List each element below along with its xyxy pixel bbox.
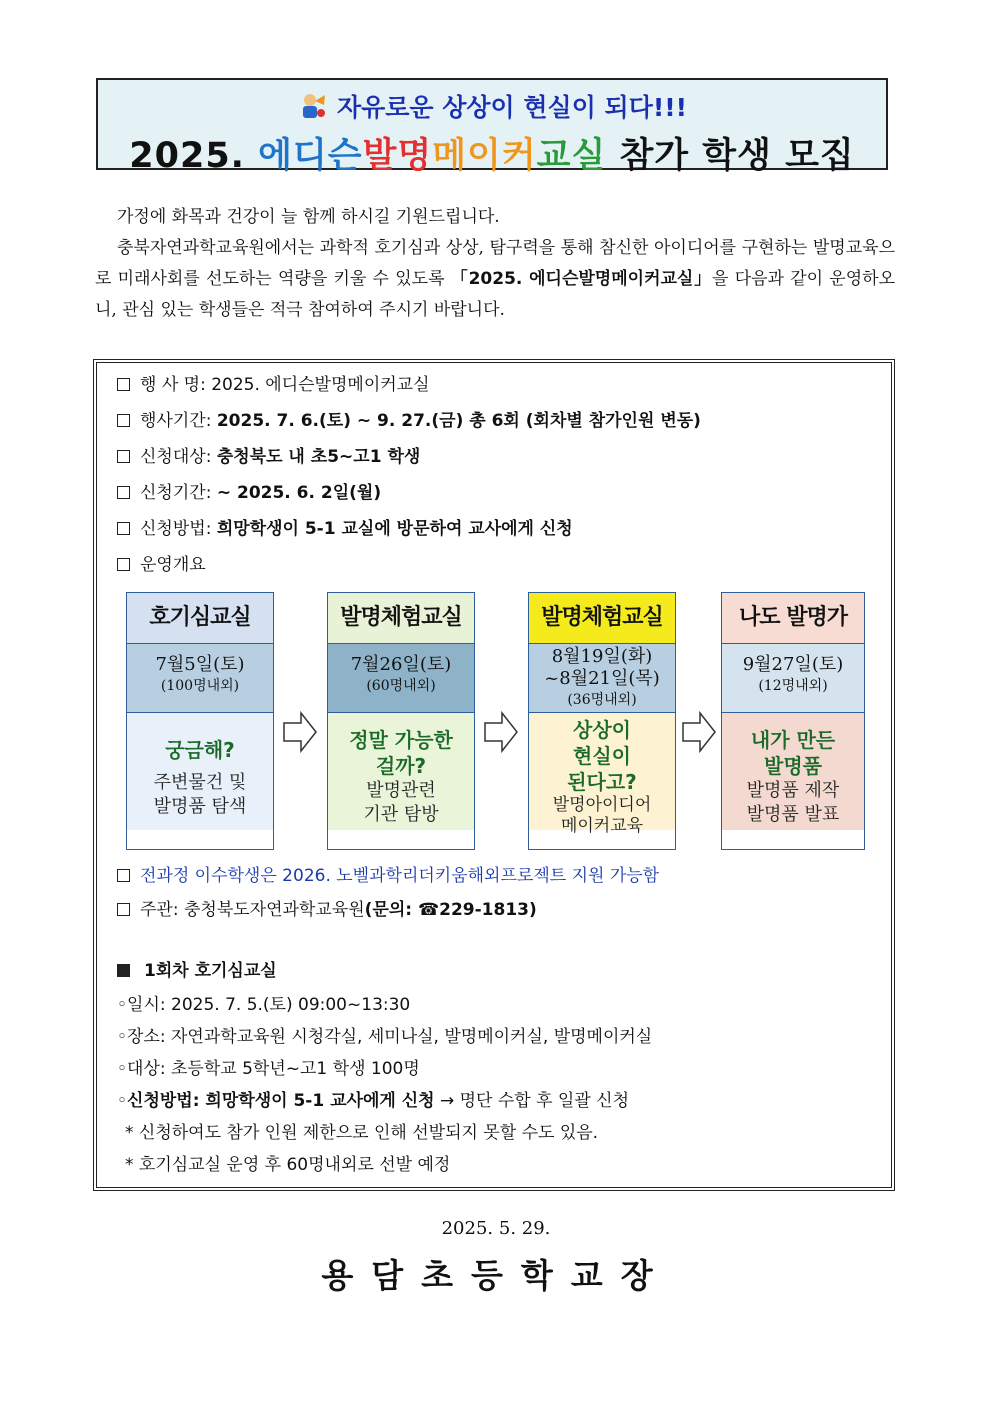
stage-sub: 발명아이디어 xyxy=(552,795,652,815)
stage-card-4 xyxy=(721,592,865,850)
session-note-2: * 호기심교실 운영 후 60명내외로 선발 예정 xyxy=(125,1155,451,1175)
checkbox-icon xyxy=(117,486,130,499)
stage-headline: 궁금해? xyxy=(165,738,235,762)
info-value: 희망학생이 5-1 교실에 방문하여 교사에게 신청 xyxy=(216,519,573,539)
inventor-icon xyxy=(297,91,327,121)
intro-body-c: 을 다음과 같이 운영하오니, 관심 있는 학생들은 적극 참여하여 주시기 바랍니다. xyxy=(95,269,895,320)
host-contact: (문의: ☎229-1813) xyxy=(364,900,537,920)
support-note-text: 전과정 이수학생은 2026. 노벨과학리더키움해외프로젝트 지원 가능함 xyxy=(140,866,660,886)
stage-desc xyxy=(529,713,675,836)
info-row-overview xyxy=(117,553,206,577)
circle-bullet-icon: ◦ xyxy=(117,995,128,1015)
title-year: 2025. xyxy=(129,136,245,176)
stage-sub2: 발명품 발표 xyxy=(746,804,840,825)
session-title-text: 1회차 호기심교실 xyxy=(144,961,277,981)
circle-bullet-icon: ◦ xyxy=(117,1091,128,1111)
session-target xyxy=(117,1057,420,1081)
arrow-right-icon xyxy=(682,711,716,753)
title-part-invention: 발명 xyxy=(362,136,433,176)
stage-headline: 내가 만든 xyxy=(750,728,836,752)
stage-date-text: 8월19일(화) xyxy=(551,646,653,667)
signature: 용담초등학교장 xyxy=(321,1256,671,1295)
checkbox-icon xyxy=(117,378,130,391)
checkbox-icon xyxy=(117,558,130,571)
page-title xyxy=(98,128,886,178)
stage-date xyxy=(127,644,273,713)
intro-greeting: 가정에 화목과 건강이 늘 함께 하시길 기원드립니다. xyxy=(117,207,500,227)
stage-sub2: 메이커교육 xyxy=(560,816,644,836)
stage-desc xyxy=(328,713,474,830)
info-label: 행 사 명: xyxy=(140,375,212,395)
session-place-text: 장소: 자연과학교육원 시청각실, 세미나실, 발명메이커실, 발명메이커실 xyxy=(127,1027,653,1047)
stage-title: 나도 발명가 xyxy=(722,593,864,644)
checkbox-icon xyxy=(117,903,130,916)
host-note xyxy=(117,898,537,922)
stage-sub: 발명품 제작 xyxy=(746,780,840,801)
stage-date xyxy=(328,644,474,713)
intro-program-name: 「2025. 에디슨발명메이커교실」 xyxy=(450,269,713,289)
stage-sub: 주변물건 및 xyxy=(153,772,247,793)
checkbox-icon xyxy=(117,869,130,882)
stage-capacity: (100명내외) xyxy=(160,678,240,694)
info-label: 신청기간: xyxy=(140,483,217,503)
stage-headline: 정말 가능한 xyxy=(349,728,453,752)
stage-capacity: (36명내외) xyxy=(567,692,637,708)
circle-bullet-icon: ◦ xyxy=(117,1059,128,1079)
stage-title: 발명체험교실 xyxy=(529,593,675,644)
info-value: 2025. 에디슨발명메이커교실 xyxy=(211,375,430,395)
info-row-period xyxy=(117,409,701,433)
session-title xyxy=(117,959,277,983)
info-box xyxy=(96,362,892,1188)
stage-date xyxy=(529,644,675,713)
stage-desc xyxy=(722,713,864,830)
checkbox-icon xyxy=(117,414,130,427)
slogan-text: 자유로운 상상이 현실이 되다!!! xyxy=(336,93,688,122)
intro-text xyxy=(95,202,895,326)
stage-date-text: 7월26일(토) xyxy=(350,654,452,675)
stage-headline-3: 된다고? xyxy=(567,770,637,794)
info-row-event-name xyxy=(117,373,430,397)
stage-headline-2: 현실이 xyxy=(573,744,631,768)
info-row-apply-period xyxy=(117,481,381,505)
stage-title: 호기심교실 xyxy=(127,593,273,644)
stage-card-2 xyxy=(327,592,475,850)
circle-bullet-icon: ◦ xyxy=(117,1027,128,1047)
session-time-text: 일시: 2025. 7. 5.(토) 09:00~13:30 xyxy=(127,995,411,1015)
info-label: 신청방법: xyxy=(140,519,217,539)
stage-date-text: 9월27일(토) xyxy=(742,654,844,675)
intro-body xyxy=(95,233,895,326)
checkbox-icon xyxy=(117,522,130,535)
square-bullet-icon xyxy=(117,964,130,977)
stage-date-text: 7월5일(토) xyxy=(155,654,245,675)
title-part-edison: 에디슨 xyxy=(258,136,363,176)
arrow-right-icon xyxy=(283,711,317,753)
stage-desc xyxy=(127,713,273,830)
session-method-rest: → 명단 수합 후 일괄 신청 xyxy=(434,1091,630,1111)
stage-headline-2: 발명품 xyxy=(764,754,822,778)
session-note-1: * 신청하여도 참가 인원 제한으로 인해 선발되지 못할 수도 있음. xyxy=(125,1123,599,1143)
stage-sub: 발명관련 xyxy=(366,780,436,801)
support-note xyxy=(117,864,659,888)
session-place xyxy=(117,1025,652,1049)
stage-headline-2: 걸까? xyxy=(375,754,427,778)
intro-body-a: 충북자연과학교육원에서는 과학적 호기심과 상상, 탐구력을 통해 참신한 아이디어를 구현하는 발명교육으로 미래사회를 선도하는 역량을 키울 수 있도록 xyxy=(95,238,895,289)
title-part-class: 교실 xyxy=(536,136,607,176)
session-target-text: 대상: 초등학교 5학년~고1 학생 100명 xyxy=(127,1059,420,1079)
stage-sub2: 기관 탐방 xyxy=(363,804,439,825)
title-part-maker: 메이커 xyxy=(432,136,537,176)
info-value: 충청북도 내 초5~고1 학생 xyxy=(216,447,421,467)
title-tail: 참가 학생 모집 xyxy=(619,136,855,176)
info-label: 신청대상: xyxy=(140,447,217,467)
footer-date: 2025. 5. 29. xyxy=(441,1218,551,1239)
stage-card-1 xyxy=(126,592,274,850)
session-method-bold: 신청방법: 희망학생이 5-1 교사에게 신청 xyxy=(127,1091,435,1111)
stage-capacity: (12명내외) xyxy=(758,678,828,694)
stage-headline: 상상이 xyxy=(573,718,631,742)
session-method xyxy=(117,1089,629,1113)
stage-date xyxy=(722,644,864,713)
info-value: 2025. 7. 6.(토) ~ 9. 27.(금) 총 6회 (회차별 참가인원 변동) xyxy=(216,411,701,431)
info-value: ~ 2025. 6. 2일(월) xyxy=(216,483,382,503)
checkbox-icon xyxy=(117,450,130,463)
info-row-target xyxy=(117,445,420,469)
host-label: 주관: 충청북도자연과학교육원 xyxy=(140,900,365,920)
info-label: 운영개요 xyxy=(140,555,206,575)
stage-date-text-2: ~8월21일(목) xyxy=(544,668,660,689)
stage-card-3 xyxy=(528,592,676,850)
stage-title: 발명체험교실 xyxy=(328,593,474,644)
info-label: 행사기간: xyxy=(140,411,217,431)
stage-sub2: 발명품 탐색 xyxy=(153,796,247,817)
slogan-line xyxy=(98,88,886,124)
header-banner xyxy=(96,78,888,176)
info-row-apply-method xyxy=(117,517,573,541)
stage-capacity: (60명내외) xyxy=(366,678,436,694)
arrow-right-icon xyxy=(484,711,518,753)
session-time xyxy=(117,993,410,1017)
